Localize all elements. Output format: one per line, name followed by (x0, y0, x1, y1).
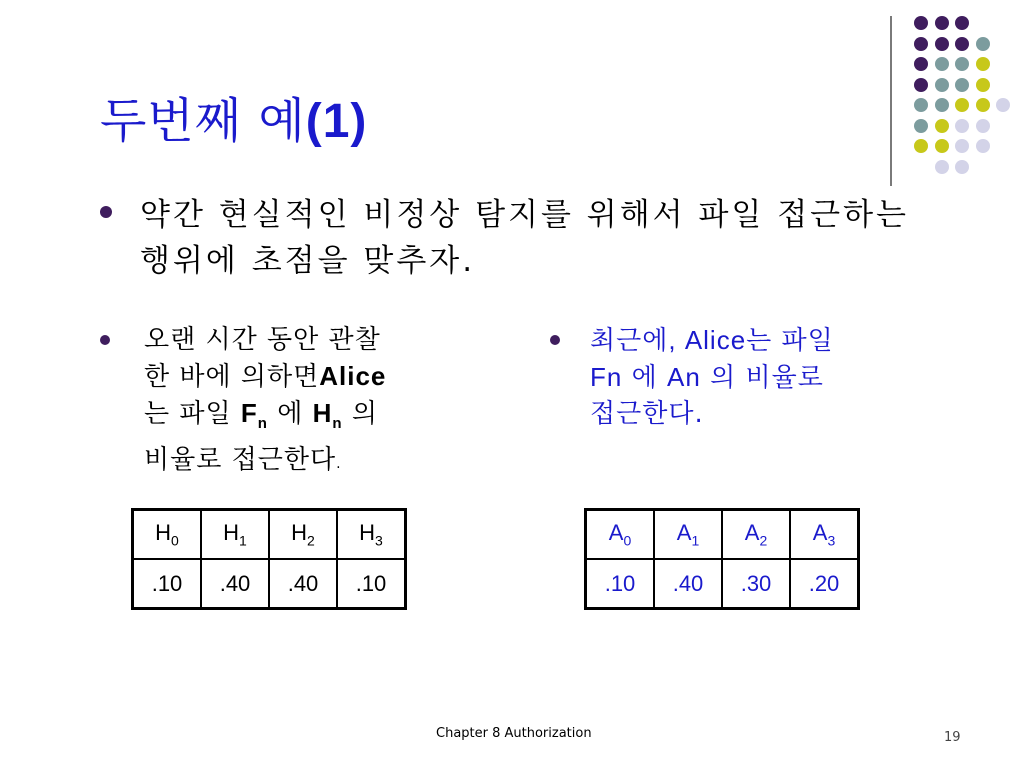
decor-dot (955, 78, 969, 92)
table-row (586, 559, 859, 609)
slide-title (100, 82, 367, 151)
table-header-cell (790, 510, 859, 560)
bullet-dot-icon (550, 335, 560, 345)
title-paren: (1) (305, 95, 368, 148)
left-H-sub: n (332, 415, 343, 433)
left-line3-pre: 는 파일 (144, 399, 241, 429)
decor-dot (914, 57, 928, 71)
table-cell: .10 (337, 559, 406, 609)
table-header-cell (722, 510, 790, 560)
left-alice: Alice (319, 361, 387, 391)
left-F-sub: n (257, 415, 268, 433)
header-base: H (291, 520, 308, 546)
decor-dot (914, 16, 928, 30)
right-text3: 에 (622, 363, 667, 393)
header-base: A (676, 520, 692, 546)
table-row (133, 559, 406, 609)
table-header-cell (337, 510, 406, 560)
a-probability-table (584, 508, 860, 610)
decor-dot (955, 160, 969, 174)
title-text: 두번째 예 (100, 93, 306, 149)
decor-dot (976, 139, 990, 153)
decor-dot (976, 78, 990, 92)
table-cell: .30 (722, 559, 790, 609)
header-sub: 1 (691, 532, 700, 549)
page-number: 19 (944, 730, 961, 745)
header-base: H (223, 520, 240, 546)
header-base: A (812, 520, 828, 546)
left-line2: 한 바에 의하면 (144, 362, 320, 392)
decor-dot (955, 16, 969, 30)
decor-dot (955, 98, 969, 112)
right-fn: Fn (590, 362, 623, 392)
left-period: . (336, 456, 342, 473)
decor-dot (976, 119, 990, 133)
table-cell: .40 (201, 559, 269, 609)
table-header-cell (586, 510, 655, 560)
right-alice: Alice (684, 325, 747, 355)
divider-line (890, 16, 892, 186)
right-text1: 최근에 (590, 326, 669, 356)
bullet-dot-icon (100, 206, 112, 218)
decor-dot (955, 57, 969, 71)
footer-text: Chapter 8 Authorization (436, 726, 592, 741)
header-base: H (359, 520, 376, 546)
table-cell: .10 (586, 559, 655, 609)
left-line1: 오랜 시간 동안 관찰 (144, 325, 381, 355)
right-comma: , (668, 325, 685, 355)
bullet-dot-icon (100, 335, 110, 345)
decor-dot (914, 139, 928, 153)
left-mid: 에 (267, 399, 313, 429)
decor-dot (976, 98, 990, 112)
header-sub: 0 (171, 532, 179, 549)
right-bullet-text (590, 322, 920, 432)
header-sub: 0 (623, 532, 632, 549)
header-sub: 2 (759, 532, 768, 549)
table-header-row (133, 510, 406, 560)
header-base: A (744, 520, 760, 546)
decor-dot (955, 139, 969, 153)
table-cell: .40 (654, 559, 722, 609)
decor-dot (935, 160, 949, 174)
decor-dot (955, 119, 969, 133)
decor-dot (976, 57, 990, 71)
decor-dot (935, 98, 949, 112)
table-header-cell (133, 510, 202, 560)
right-text2: 는 파일 (746, 326, 834, 356)
h-probability-table (131, 508, 407, 610)
header-sub: 3 (375, 532, 383, 549)
decor-dot (914, 78, 928, 92)
left-line4: 비율로 접근한다 (144, 445, 337, 476)
decor-dot (935, 139, 949, 153)
decor-dot (935, 119, 949, 133)
header-sub: 2 (307, 532, 315, 549)
decor-dot (935, 57, 949, 71)
table-cell: .40 (269, 559, 337, 609)
header-sub: 1 (239, 532, 247, 549)
left-F: F (240, 398, 258, 428)
left-line3-post: 의 (342, 399, 378, 429)
right-text4: 의 비율로 (700, 363, 824, 393)
table-header-cell (654, 510, 722, 560)
table-cell: .10 (133, 559, 202, 609)
header-base: H (155, 520, 172, 546)
table-cell: .20 (790, 559, 859, 609)
left-bullet-text (144, 322, 464, 482)
decor-dot (914, 37, 928, 51)
decor-dot (935, 78, 949, 92)
decor-dot (914, 119, 928, 133)
table-header-cell (269, 510, 337, 560)
header-base: A (608, 520, 624, 546)
decor-dot (935, 16, 949, 30)
main-bullet-text: 약간 현실적인 비정상 탐지를 위해서 파일 접근하는 행위에 초점을 맞추자. (140, 197, 909, 279)
header-sub: 3 (827, 532, 836, 549)
left-H: H (312, 398, 333, 428)
decorative-dots (900, 10, 1010, 170)
decor-dot (976, 37, 990, 51)
table-header-cell (201, 510, 269, 560)
decor-dot (996, 98, 1010, 112)
right-an: An (667, 362, 701, 392)
decor-dot (914, 98, 928, 112)
decor-dot (955, 37, 969, 51)
decor-dot (935, 37, 949, 51)
table-header-row (586, 510, 859, 560)
right-text5: 접근한다. (590, 399, 704, 429)
